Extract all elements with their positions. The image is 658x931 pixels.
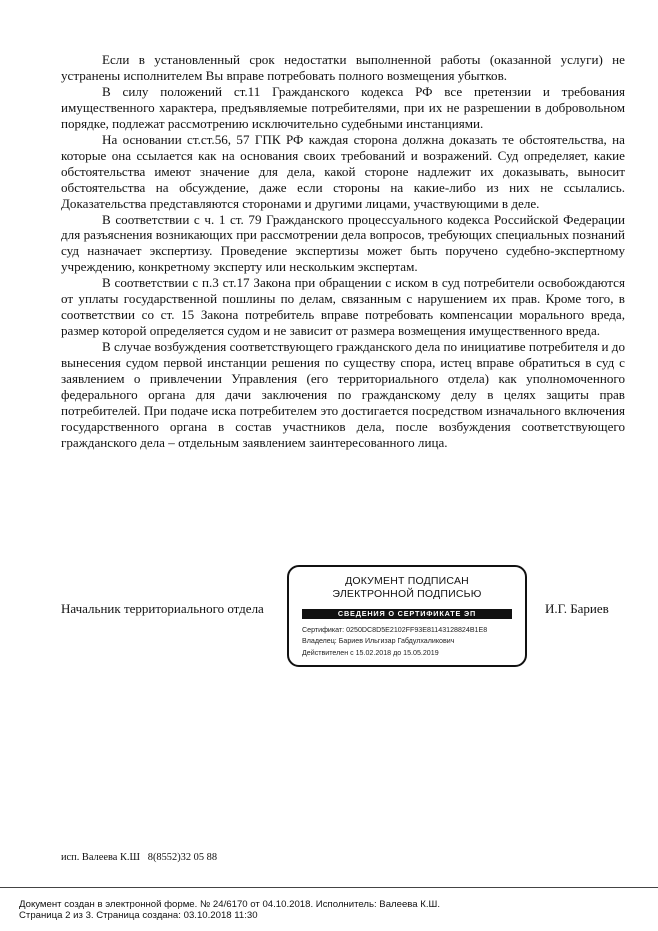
stamp-title-line1: ДОКУМЕНТ ПОДПИСАН [345, 575, 469, 587]
stamp-certificate-number: Сертификат: 0250DC8D5E2102FF93E81143128824B1E8 [302, 626, 488, 634]
paragraph-civil-code: В силу положений ст.11 Гражданского кодекса РФ все претензии и требования имущественного характера, предъявляемые потребителями, при их не разрешении в добровольном порядке, подлежат рассмотрению исключительно судебными инстанциями. [61, 83, 625, 131]
paragraph-evidence: На основании ст.ст.56, 57 ГПК РФ каждая сторона должна доказать те обстоятельства, на которые она ссылается как на основания своих требований и возражений. Суд определяет, какие обстоятельства имеют значение для дела, какой стороне надлежит их доказывать, выносит обстоятельства на обсуждение, даже если стороны на какие-либо из них не ссылались. Доказательства представляются сторонами и другими лицами, участвующими в деле. [61, 131, 625, 211]
footer-document-info: Документ создан в электронной форме. № 24/6170 от 04.10.2018. Исполнитель: Валеева К.Ш. [19, 899, 441, 910]
stamp-certificate-header: СВЕДЕНИЯ О СЕРТИФИКАТЕ ЭП [302, 609, 512, 619]
signer-name: И.Г. Бариев [545, 601, 609, 616]
paragraph-court-case: В случае возбуждения соответствующего гражданского дела по инициативе потребителя и до вынесения судом первой инстанции решения по существу спора, истец вправе обратиться в суд с заявлением о привлечении Управления (его территориального отдела) как уполномоченного федерального органа для дачи заключения по гражданскому делу в целях защиты прав потребителей. При подаче иска потребителем это достигается посредством изначального включения государственного органа в состав участников дела, после возбуждения соответствующего гражданского дела – отдельным заявлением заинтересованного лица. [61, 339, 625, 450]
executor-contact: исп. Валеева К.Ш 8(8552)32 05 88 [61, 852, 218, 863]
paragraph-damages: Если в установленный срок недостатки выполненной работы (оказанной услуги) не устранены исполнителем Вы вправе потребовать полного возмещения убытков. [61, 52, 625, 83]
footer-divider [0, 887, 658, 888]
paragraph-expertise: В соответствии с ч. 1 ст. 79 Гражданского процессуального кодекса Российской Федерации для разъяснения возникающих при рассмотрении дела вопросов, требующих специальных познаний суд назначает экспертизу. Проведение экспертизы может быть поручено судебно-экспертному учреждению, конкретному эксперту или нескольким экспертам. [61, 211, 625, 275]
electronic-signature-stamp [287, 565, 527, 667]
footer-page-info: Страница 2 из 3. Страница создана: 03.10.2018 11:30 [19, 910, 258, 921]
letter-body [61, 52, 625, 451]
stamp-validity: Действителен с 15.02.2018 до 15.05.2019 [302, 649, 439, 657]
stamp-owner: Владелец: Бариев Ильгизар Габдулхаликович [302, 637, 455, 645]
paragraph-state-duty: В соответствии с п.3 ст.17 Закона при обращении с иском в суд потребители освобождаются от уплаты государственной пошлины по делам, связанным с нарушением их прав. Кроме того, в соответствии со ст. 15 Закона потребитель вправе потребовать компенсации морального вреда, размер которой определяется судом и не зависит от размера возмещения имущественного вреда. [61, 275, 625, 339]
stamp-title-line2: ЭЛЕКТРОННОЙ ПОДПИСЬЮ [332, 588, 482, 600]
stamp-title [289, 575, 525, 601]
signer-position: Начальник территориального отдела [61, 601, 264, 616]
